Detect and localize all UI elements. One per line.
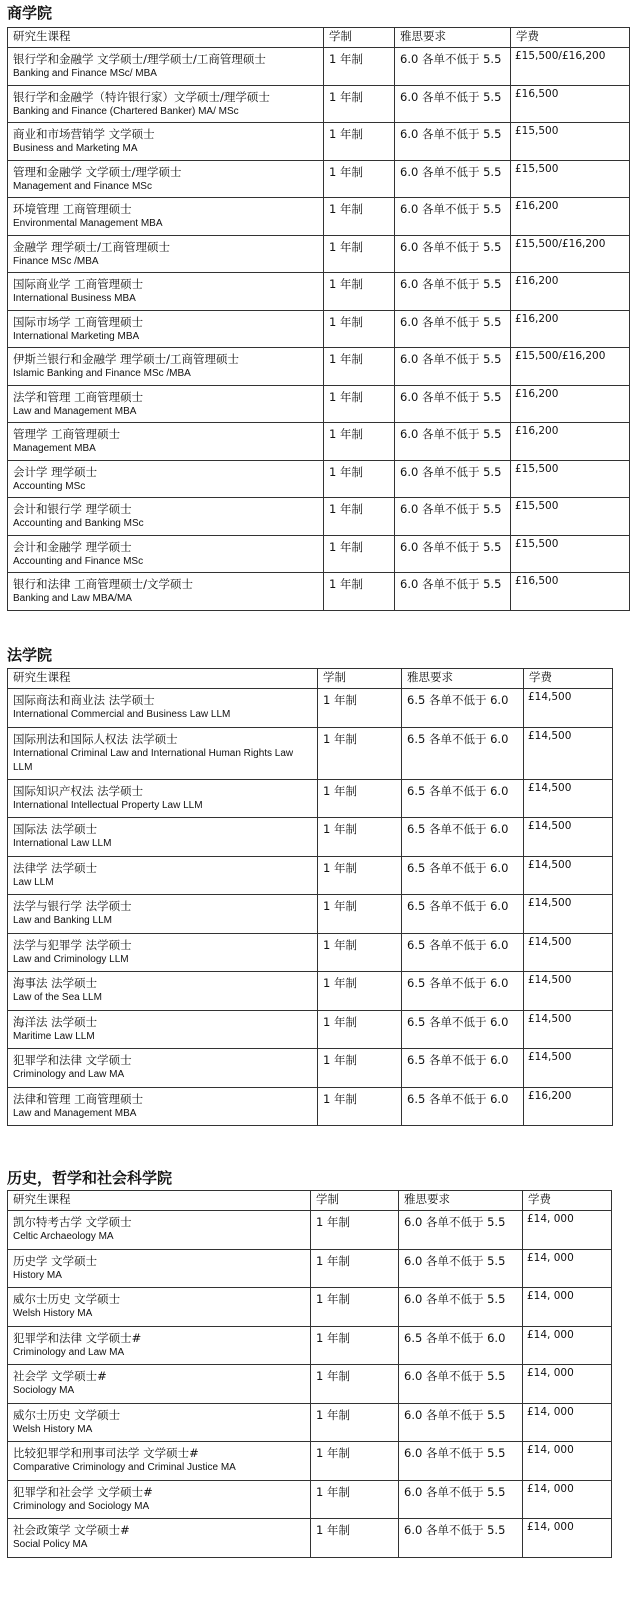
course-name-cell [8,573,324,611]
course-name-chinese: 国际市场学 工商管理硕士 [13,314,144,329]
table-row [8,310,630,348]
duration-cell: 1 年制 [311,1326,399,1365]
tuition-fee-cell: £14,500 [524,818,613,857]
course-name-cell [8,818,318,857]
duration-cell: 1 年制 [324,385,395,423]
course-name-chinese: 海洋法 法学硕士 [13,1014,98,1029]
ielts-requirement-cell: 6.5 各单不低于 6.0 [402,1010,524,1049]
table-row [8,198,630,236]
table-row [8,385,630,423]
ielts-requirement-cell: 6.0 各单不低于 5.5 [399,1249,523,1288]
course-name-cell [8,273,324,311]
course-name-cell [8,385,324,423]
table-row [8,818,613,857]
course-name-chinese: 国际商业学 工商管理硕士 [13,277,144,291]
course-name-english: Celtic Archaeology MA [13,1231,114,1242]
duration-cell: 1 年制 [318,727,402,779]
course-name-english: Sociology MA [13,1385,75,1396]
course-name-chinese: 法律学 法学硕士 [13,860,98,875]
course-name-cell [8,1288,311,1327]
ielts-requirement-cell: 6.0 各单不低于 5.5 [395,198,511,236]
business-course-table [7,27,630,611]
ielts-requirement-cell: 6.0 各单不低于 5.5 [395,348,511,386]
table-row [8,1480,612,1519]
course-name-english: Social Policy MA [13,1539,88,1550]
course-name-english: Banking and Finance (Chartered Banker) MA/ MSc [13,105,239,117]
table-row [8,1211,612,1250]
course-name-chinese: 会计和银行学 理学硕士 [13,502,132,516]
tuition-fee-cell: £14, 000 [523,1365,612,1404]
duration-cell: 1 年制 [311,1519,399,1558]
tuition-fee-cell: £16,200 [511,423,630,461]
course-name-english: Banking and Finance MSc/ MBA [13,68,157,79]
course-name-chinese: 犯罪学和法律 文学硕士# [13,1330,142,1345]
course-name-chinese: 历史学 文学硕士 [13,1253,98,1268]
course-name-cell [8,1049,318,1088]
course-name-cell [8,1403,311,1442]
table-row [8,895,613,934]
course-name-cell [8,1365,311,1404]
duration-cell: 1 年制 [311,1480,399,1519]
course-name-chinese: 犯罪学和社会学 文学硕士# [13,1484,153,1499]
course-name-english: Law of the Sea LLM [13,992,102,1003]
duration-cell: 1 年制 [318,972,402,1011]
course-name-cell [8,85,324,123]
table-row [8,423,630,461]
duration-cell: 1 年制 [324,198,395,236]
course-name-cell [8,1326,311,1365]
course-name-cell [8,1519,311,1558]
ielts-requirement-cell: 6.5 各单不低于 6.0 [402,1087,524,1126]
duration-cell: 1 年制 [311,1365,399,1404]
tuition-fee-cell: £15,500/£16,200 [511,348,630,386]
course-name-english: Banking and Law MBA/MA [13,593,132,604]
course-name-english: Islamic Banking and Finance MSc /MBA [13,368,191,379]
course-name-chinese: 比较犯罪学和刑事司法学 文学硕士# [13,1446,199,1460]
table-row [8,1365,612,1404]
duration-cell: 1 年制 [311,1442,399,1481]
duration-cell: 1 年制 [318,856,402,895]
ielts-requirement-cell: 6.0 各单不低于 5.5 [395,48,511,86]
header-fee: 学费 [524,669,613,689]
tuition-fee-cell: £16,200 [511,385,630,423]
course-name-english: International Business MBA [13,293,136,304]
header-course: 研究生课程 [8,28,324,48]
ielts-requirement-cell: 6.0 各单不低于 5.5 [395,423,511,461]
header-fee: 学费 [511,28,630,48]
course-name-english: International Marketing MBA [13,330,140,342]
tuition-fee-cell: £16,200 [511,273,630,311]
law-course-table [7,668,613,1126]
course-name-english: Welsh History MA [13,1308,93,1319]
table-row [8,1326,612,1365]
course-name-cell [8,123,324,161]
course-name-cell [8,235,324,273]
table-row [8,48,630,86]
header-course: 研究生课程 [8,1191,311,1211]
law-school-title: 法学院 [7,646,53,664]
tuition-fee-cell: £14,500 [524,779,613,818]
duration-cell: 1 年制 [324,348,395,386]
ielts-requirement-cell: 6.0 各单不低于 5.5 [399,1288,523,1327]
tuition-fee-cell: £14,500 [524,1049,613,1088]
header-duration: 学制 [324,28,395,48]
course-name-english: International Commercial and Business Law LLM [13,709,231,720]
table-row [8,856,613,895]
course-name-english: Management and Finance MSc [13,180,152,192]
tuition-fee-cell: £16,500 [511,573,630,611]
table-row [8,160,630,198]
tuition-fee-cell: £14, 000 [523,1403,612,1442]
ielts-requirement-cell: 6.5 各单不低于 6.0 [402,689,524,728]
course-name-english: Criminology and Law MA [13,1346,125,1358]
table-row [8,1049,613,1088]
ielts-requirement-cell: 6.5 各单不低于 6.0 [402,895,524,934]
tuition-fee-cell: £15,500/£16,200 [511,48,630,86]
course-name-chinese: 国际知识产权法 法学硕士 [13,783,144,798]
header-duration: 学制 [311,1191,399,1211]
ielts-requirement-cell: 6.5 各单不低于 6.0 [402,972,524,1011]
tuition-fee-cell: £16,500 [511,85,630,123]
ielts-requirement-cell: 6.5 各单不低于 6.0 [399,1326,523,1365]
duration-cell: 1 年制 [318,1010,402,1049]
table-row [8,1087,613,1126]
course-name-cell [8,1249,311,1288]
course-name-english: Criminology and Law MA [13,1069,125,1080]
course-name-chinese: 国际商法和商业法 法学硕士 [13,693,155,707]
tuition-fee-cell: £16,200 [511,310,630,348]
ielts-requirement-cell: 6.5 各单不低于 6.0 [402,856,524,895]
table-row [8,972,613,1011]
duration-cell: 1 年制 [311,1288,399,1327]
ielts-requirement-cell: 6.0 各单不低于 5.5 [395,85,511,123]
header-course: 研究生课程 [8,669,318,689]
tuition-fee-cell: £14, 000 [523,1211,612,1250]
course-name-english: Law and Criminology LLM [13,953,129,965]
ielts-requirement-cell: 6.0 各单不低于 5.5 [395,160,511,198]
tuition-fee-cell: £15,500/£16,200 [511,235,630,273]
ielts-requirement-cell: 6.0 各单不低于 5.5 [399,1519,523,1558]
duration-cell: 1 年制 [324,310,395,348]
course-name-cell [8,727,318,779]
header-fee: 学费 [523,1191,612,1211]
course-name-english: History MA [13,1269,62,1281]
course-name-cell [8,1087,318,1126]
tuition-fee-cell: £14,500 [524,972,613,1011]
ielts-requirement-cell: 6.0 各单不低于 5.5 [395,498,511,536]
duration-cell: 1 年制 [318,779,402,818]
ielts-requirement-cell: 6.5 各单不低于 6.0 [402,818,524,857]
tuition-fee-cell: £15,500 [511,498,630,536]
course-name-english: Accounting MSc [13,480,86,492]
duration-cell: 1 年制 [324,535,395,573]
ielts-requirement-cell: 6.5 各单不低于 6.0 [402,727,524,779]
course-name-cell [8,310,324,348]
course-name-cell [8,1442,311,1481]
ielts-requirement-cell: 6.0 各单不低于 5.5 [399,1442,523,1481]
course-name-english: Welsh History MA [13,1423,93,1435]
course-name-english: Law LLM [13,876,54,888]
course-name-chinese: 会计学 理学硕士 [13,464,98,479]
ielts-requirement-cell: 6.0 各单不低于 5.5 [395,123,511,161]
ielts-requirement-cell: 6.0 各单不低于 5.5 [395,273,511,311]
history-school-title: 历史，哲学和社会科学院 [7,1169,173,1187]
duration-cell: 1 年制 [318,895,402,934]
tuition-fee-cell: £14, 000 [523,1480,612,1519]
tuition-fee-cell: £14,500 [524,1010,613,1049]
course-name-chinese: 国际法 法学硕士 [13,822,98,836]
course-name-chinese: 管理学 工商管理硕士 [13,427,121,441]
tuition-fee-cell: £14,500 [524,933,613,972]
course-name-english: Accounting and Finance MSc [13,555,144,567]
duration-cell: 1 年制 [318,818,402,857]
table-header-row [8,28,630,48]
course-name-cell [8,895,318,934]
course-name-cell [8,423,324,461]
table-row [8,573,630,611]
course-name-english: Finance MSc /MBA [13,255,99,267]
header-ielts: 雅思要求 [395,28,511,48]
table-row [8,498,630,536]
course-name-cell [8,933,318,972]
course-name-cell [8,1211,311,1250]
table-header-row [8,1191,612,1211]
course-name-chinese: 威尔士历史 文学硕士 [13,1292,121,1306]
tuition-fee-cell: £15,500 [511,160,630,198]
course-name-english: Criminology and Sociology MA [13,1500,150,1512]
course-name-chinese: 管理和金融学 文学硕士/理学硕士 [13,164,182,179]
table-row [8,779,613,818]
ielts-requirement-cell: 6.0 各单不低于 5.5 [395,385,511,423]
tuition-fee-cell: £14, 000 [523,1326,612,1365]
duration-cell: 1 年制 [311,1403,399,1442]
course-name-chinese: 商业和市场营销学 文学硕士 [13,127,155,141]
table-row [8,689,613,728]
tuition-fee-cell: £14, 000 [523,1288,612,1327]
course-name-english: Business and Marketing MA [13,143,138,154]
table-row [8,1519,612,1558]
tuition-fee-cell: £15,500 [511,460,630,498]
course-name-cell [8,1010,318,1049]
course-name-cell [8,689,318,728]
course-name-chinese: 环境管理 工商管理硕士 [13,202,132,216]
tuition-fee-cell: £14,500 [524,689,613,728]
course-name-chinese: 犯罪学和法律 文学硕士 [13,1053,132,1067]
header-ielts: 雅思要求 [402,669,524,689]
history-course-table [7,1190,612,1558]
course-name-cell [8,160,324,198]
duration-cell: 1 年制 [324,85,395,123]
course-name-cell [8,535,324,573]
course-name-chinese: 银行学和金融学 文学硕士/理学硕士/工商管理硕士 [13,52,266,66]
duration-cell: 1 年制 [318,689,402,728]
course-name-cell [8,48,324,86]
tuition-fee-cell: £14, 000 [523,1249,612,1288]
ielts-requirement-cell: 6.0 各单不低于 5.5 [399,1480,523,1519]
business-school-title: 商学院 [7,4,53,22]
course-name-english: International Intellectual Property Law LLM [13,799,203,811]
table-row [8,727,613,779]
duration-cell: 1 年制 [311,1249,399,1288]
course-name-chinese: 银行学和金融学（特许银行家）文学硕士/理学硕士 [13,89,270,104]
table-row [8,1249,612,1288]
duration-cell: 1 年制 [324,123,395,161]
course-name-chinese: 社会政策学 文学硕士# [13,1523,130,1537]
tuition-fee-cell: £16,200 [524,1087,613,1126]
course-name-cell [8,856,318,895]
course-name-english: Comparative Criminology and Criminal Justice MA [13,1462,236,1473]
table-row [8,235,630,273]
course-name-cell [8,198,324,236]
course-name-english: Accounting and Banking MSc [13,518,144,529]
course-name-english: International Criminal Law and International Human Rights Law LLM [13,747,294,773]
tuition-fee-cell: £14,500 [524,856,613,895]
course-name-chinese: 银行和法律 工商管理硕士/文学硕士 [13,577,194,591]
ielts-requirement-cell: 6.0 各单不低于 5.5 [399,1211,523,1250]
table-row [8,460,630,498]
table-row [8,348,630,386]
course-name-chinese: 凯尔特考古学 文学硕士 [13,1215,132,1229]
duration-cell: 1 年制 [311,1211,399,1250]
tuition-fee-cell: £15,500 [511,535,630,573]
duration-cell: 1 年制 [318,933,402,972]
duration-cell: 1 年制 [324,573,395,611]
header-ielts: 雅思要求 [399,1191,523,1211]
tuition-fee-cell: £14,500 [524,727,613,779]
table-row [8,535,630,573]
tuition-fee-cell: £14, 000 [523,1442,612,1481]
course-name-chinese: 法学与银行学 法学硕士 [13,899,132,913]
course-name-english: Environmental Management MBA [13,218,163,229]
table-row [8,1010,613,1049]
ielts-requirement-cell: 6.0 各单不低于 5.5 [395,235,511,273]
course-name-english: Law and Banking LLM [13,915,112,926]
duration-cell: 1 年制 [324,160,395,198]
course-name-cell [8,972,318,1011]
course-name-chinese: 法学与犯罪学 法学硕士 [13,937,132,952]
course-name-cell [8,498,324,536]
ielts-requirement-cell: 6.0 各单不低于 5.5 [395,573,511,611]
ielts-requirement-cell: 6.0 各单不低于 5.5 [399,1365,523,1404]
course-name-chinese: 威尔士历史 文学硕士 [13,1407,121,1422]
duration-cell: 1 年制 [324,423,395,461]
ielts-requirement-cell: 6.5 各单不低于 6.0 [402,933,524,972]
duration-cell: 1 年制 [318,1087,402,1126]
tuition-fee-cell: £16,200 [511,198,630,236]
course-name-chinese: 金融学 理学硕士/工商管理硕士 [13,239,171,254]
duration-cell: 1 年制 [324,48,395,86]
course-name-chinese: 海事法 法学硕士 [13,976,98,990]
duration-cell: 1 年制 [324,273,395,311]
course-name-chinese: 会计和金融学 理学硕士 [13,539,132,554]
duration-cell: 1 年制 [324,460,395,498]
course-name-cell [8,348,324,386]
course-name-cell [8,779,318,818]
header-duration: 学制 [318,669,402,689]
tuition-fee-cell: £14,500 [524,895,613,934]
ielts-requirement-cell: 6.0 各单不低于 5.5 [395,535,511,573]
ielts-requirement-cell: 6.0 各单不低于 5.5 [395,460,511,498]
tuition-fee-cell: £15,500 [511,123,630,161]
course-name-chinese: 法学和管理 工商管理硕士 [13,389,144,404]
ielts-requirement-cell: 6.0 各单不低于 5.5 [399,1403,523,1442]
course-name-cell [8,1480,311,1519]
duration-cell: 1 年制 [318,1049,402,1088]
course-name-chinese: 社会学 文学硕士# [13,1369,107,1383]
table-row [8,273,630,311]
ielts-requirement-cell: 6.5 各单不低于 6.0 [402,1049,524,1088]
course-name-cell [8,460,324,498]
course-name-english: Law and Management MBA [13,1107,137,1119]
table-row [8,1403,612,1442]
course-name-chinese: 国际刑法和国际人权法 法学硕士 [13,731,178,746]
course-name-english: Management MBA [13,443,96,454]
course-name-english: International Law LLM [13,838,112,849]
ielts-requirement-cell: 6.5 各单不低于 6.0 [402,779,524,818]
ielts-requirement-cell: 6.0 各单不低于 5.5 [395,310,511,348]
course-name-chinese: 伊斯兰银行和金融学 理学硕士/工商管理硕士 [13,352,240,366]
table-row [8,123,630,161]
duration-cell: 1 年制 [324,498,395,536]
course-name-chinese: 法律和管理 工商管理硕士 [13,1091,144,1106]
table-header-row [8,669,613,689]
duration-cell: 1 年制 [324,235,395,273]
tuition-fee-cell: £14, 000 [523,1519,612,1558]
table-row [8,85,630,123]
table-row [8,1288,612,1327]
course-name-english: Maritime Law LLM [13,1030,95,1042]
course-name-english: Law and Management MBA [13,405,137,417]
table-row [8,1442,612,1481]
table-row [8,933,613,972]
